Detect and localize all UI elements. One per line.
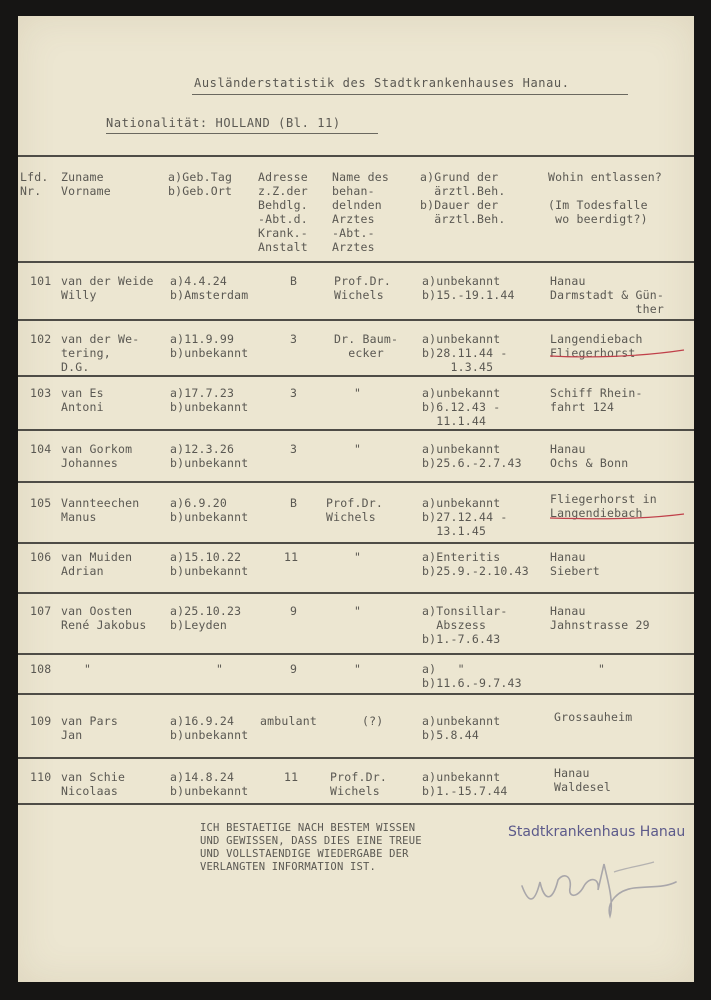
row-109-name: van Pars Jan bbox=[61, 714, 118, 742]
handwritten-signature bbox=[514, 842, 684, 922]
row-rule bbox=[18, 429, 694, 431]
document-page bbox=[18, 16, 694, 982]
header-lfd-nr: Lfd. Nr. bbox=[20, 170, 49, 198]
header-bottom-rule bbox=[18, 261, 694, 263]
row-110-geb: a)14.8.24 b)unbekannt bbox=[170, 770, 249, 798]
header-arzt: Name des behan- delnden Arztes -Abt.- Arztes bbox=[332, 170, 389, 254]
row-104-grund: a)unbekannt b)25.6.-2.7.43 bbox=[422, 442, 522, 470]
row-103-name: van Es Antoni bbox=[61, 386, 104, 414]
header-grund: a)Grund der ärztl.Beh. b)Dauer der ärztl.Beh. bbox=[420, 170, 506, 226]
row-rule bbox=[18, 319, 694, 321]
row-103-wohin: Schiff Rhein- fahrt 124 bbox=[550, 386, 643, 414]
row-rule bbox=[18, 693, 694, 695]
row-106-nr: 106 bbox=[30, 550, 52, 564]
row-108-adresse: 9 bbox=[290, 662, 298, 676]
red-pencil-underline bbox=[548, 346, 688, 360]
row-108-arzt: " bbox=[354, 662, 362, 676]
row-105-grund: a)unbekannt b)27.12.44 - 13.1.45 bbox=[422, 496, 508, 538]
row-rule bbox=[18, 653, 694, 655]
row-102-adresse: 3 bbox=[290, 332, 298, 346]
row-109-geb: a)16.9.24 b)unbekannt bbox=[170, 714, 249, 742]
row-106-arzt: " bbox=[354, 550, 362, 564]
title-underline bbox=[192, 94, 628, 95]
row-109-adresse: ambulant bbox=[260, 714, 317, 728]
row-110-adresse: 11 bbox=[284, 770, 299, 784]
row-102-arzt: Dr. Baum- ecker bbox=[334, 332, 399, 360]
row-102-nr: 102 bbox=[30, 332, 52, 346]
row-102-geb: a)11.9.99 b)unbekannt bbox=[170, 332, 249, 360]
row-104-adresse: 3 bbox=[290, 442, 298, 456]
row-105-arzt: Prof.Dr. Wichels bbox=[326, 496, 383, 524]
row-rule bbox=[18, 542, 694, 544]
row-104-arzt: " bbox=[354, 442, 362, 456]
row-110-name: van Schie Nicolaas bbox=[61, 770, 126, 798]
row-106-wohin: Hanau Siebert bbox=[550, 550, 600, 578]
table-bottom-rule bbox=[18, 803, 694, 805]
row-107-nr: 107 bbox=[30, 604, 52, 618]
row-rule bbox=[18, 375, 694, 377]
row-103-adresse: 3 bbox=[290, 386, 298, 400]
row-101-nr: 101 bbox=[30, 274, 52, 288]
row-105-name: Vannteechen Manus bbox=[61, 496, 140, 524]
row-105-geb: a)6.9.20 b)unbekannt bbox=[170, 496, 249, 524]
row-106-name: van Muiden Adrian bbox=[61, 550, 133, 578]
row-108-geb: " bbox=[216, 662, 224, 676]
row-105-wohin: Fliegerhorst in Langendiebach bbox=[550, 492, 657, 520]
row-107-geb: a)25.10.23 b)Leyden bbox=[170, 604, 242, 632]
row-102-wohin: Langendiebach Fliegerhorst bbox=[550, 332, 643, 360]
row-105-nr: 105 bbox=[30, 496, 52, 510]
row-109-arzt: (?) bbox=[362, 714, 384, 728]
row-101-grund: a)unbekannt b)15.-19.1.44 bbox=[422, 274, 515, 302]
row-104-wohin: Hanau Ochs & Bonn bbox=[550, 442, 629, 470]
row-103-arzt: " bbox=[354, 386, 362, 400]
row-108-wohin: " bbox=[598, 662, 606, 676]
document-title: Ausländerstatistik des Stadtkrankenhauses Hanau. bbox=[194, 76, 570, 90]
row-110-nr: 110 bbox=[30, 770, 52, 784]
row-rule bbox=[18, 592, 694, 594]
row-101-geb: a)4.4.24 b)Amsterdam bbox=[170, 274, 249, 302]
row-106-grund: a)Enteritis b)25.9.-2.10.43 bbox=[422, 550, 529, 578]
row-107-arzt: " bbox=[354, 604, 362, 618]
row-107-grund: a)Tonsillar- Abszess b)1.-7.6.43 bbox=[422, 604, 508, 646]
nationality-line: Nationalität: HOLLAND (Bl. 11) bbox=[106, 116, 341, 130]
row-107-wohin: Hanau Jahnstrasse 29 bbox=[550, 604, 650, 632]
row-109-nr: 109 bbox=[30, 714, 52, 728]
hospital-stamp: Stadtkrankenhaus Hanau bbox=[508, 824, 686, 840]
row-106-geb: a)15.10.22 b)unbekannt bbox=[170, 550, 249, 578]
row-103-geb: a)17.7.23 b)unbekannt bbox=[170, 386, 249, 414]
row-rule bbox=[18, 481, 694, 483]
row-109-grund: a)unbekannt b)5.8.44 bbox=[422, 714, 501, 742]
row-108-grund: a) " b)11.6.-9.7.43 bbox=[422, 662, 522, 690]
row-109-wohin: Grossauheim bbox=[554, 710, 633, 724]
row-110-arzt: Prof.Dr. Wichels bbox=[330, 770, 387, 798]
row-104-geb: a)12.3.26 b)unbekannt bbox=[170, 442, 249, 470]
header-geb: a)Geb.Tag b)Geb.Ort bbox=[168, 170, 233, 198]
nationality-underline bbox=[106, 133, 378, 134]
row-104-nr: 104 bbox=[30, 442, 52, 456]
row-103-grund: a)unbekannt b)6.12.43 - 11.1.44 bbox=[422, 386, 501, 428]
row-102-grund: a)unbekannt b)28.11.44 - 1.3.45 bbox=[422, 332, 508, 374]
row-106-adresse: 11 bbox=[284, 550, 299, 564]
row-101-arzt: Prof.Dr. Wichels bbox=[334, 274, 391, 302]
certification-text: ICH BESTAETIGE NACH BESTEM WISSEN UND GEWISSEN, DASS DIES EINE TREUE UND VOLLSTAENDIGE WIEDERGABE DER VERLANGTEN INFORMATION IST. bbox=[200, 822, 422, 873]
row-104-name: van Gorkom Johannes bbox=[61, 442, 133, 470]
header-adresse: Adresse z.Z.der Behdlg. -Abt.d. Krank.- Anstalt bbox=[258, 170, 308, 254]
header-top-rule bbox=[18, 155, 694, 157]
row-105-adresse: B bbox=[290, 496, 298, 510]
row-101-wohin: Hanau Darmstadt & Gün- ther bbox=[550, 274, 664, 316]
row-101-name: van der Weide Willy bbox=[61, 274, 154, 302]
row-107-name: van Oosten René Jakobus bbox=[61, 604, 147, 632]
red-pencil-underline bbox=[548, 508, 688, 522]
row-110-wohin: Hanau Waldesel bbox=[554, 766, 611, 794]
row-101-adresse: B bbox=[290, 274, 298, 288]
row-102-name: van der We- tering, D.G. bbox=[61, 332, 140, 374]
header-wohin: Wohin entlassen? (Im Todesfalle wo beerdigt?) bbox=[548, 170, 662, 226]
row-108-name: " bbox=[84, 662, 92, 676]
header-name: Zuname Vorname bbox=[61, 170, 111, 198]
row-107-adresse: 9 bbox=[290, 604, 298, 618]
row-110-grund: a)unbekannt b)1.-15.7.44 bbox=[422, 770, 508, 798]
row-103-nr: 103 bbox=[30, 386, 52, 400]
row-rule bbox=[18, 757, 694, 759]
row-108-nr: 108 bbox=[30, 662, 52, 676]
